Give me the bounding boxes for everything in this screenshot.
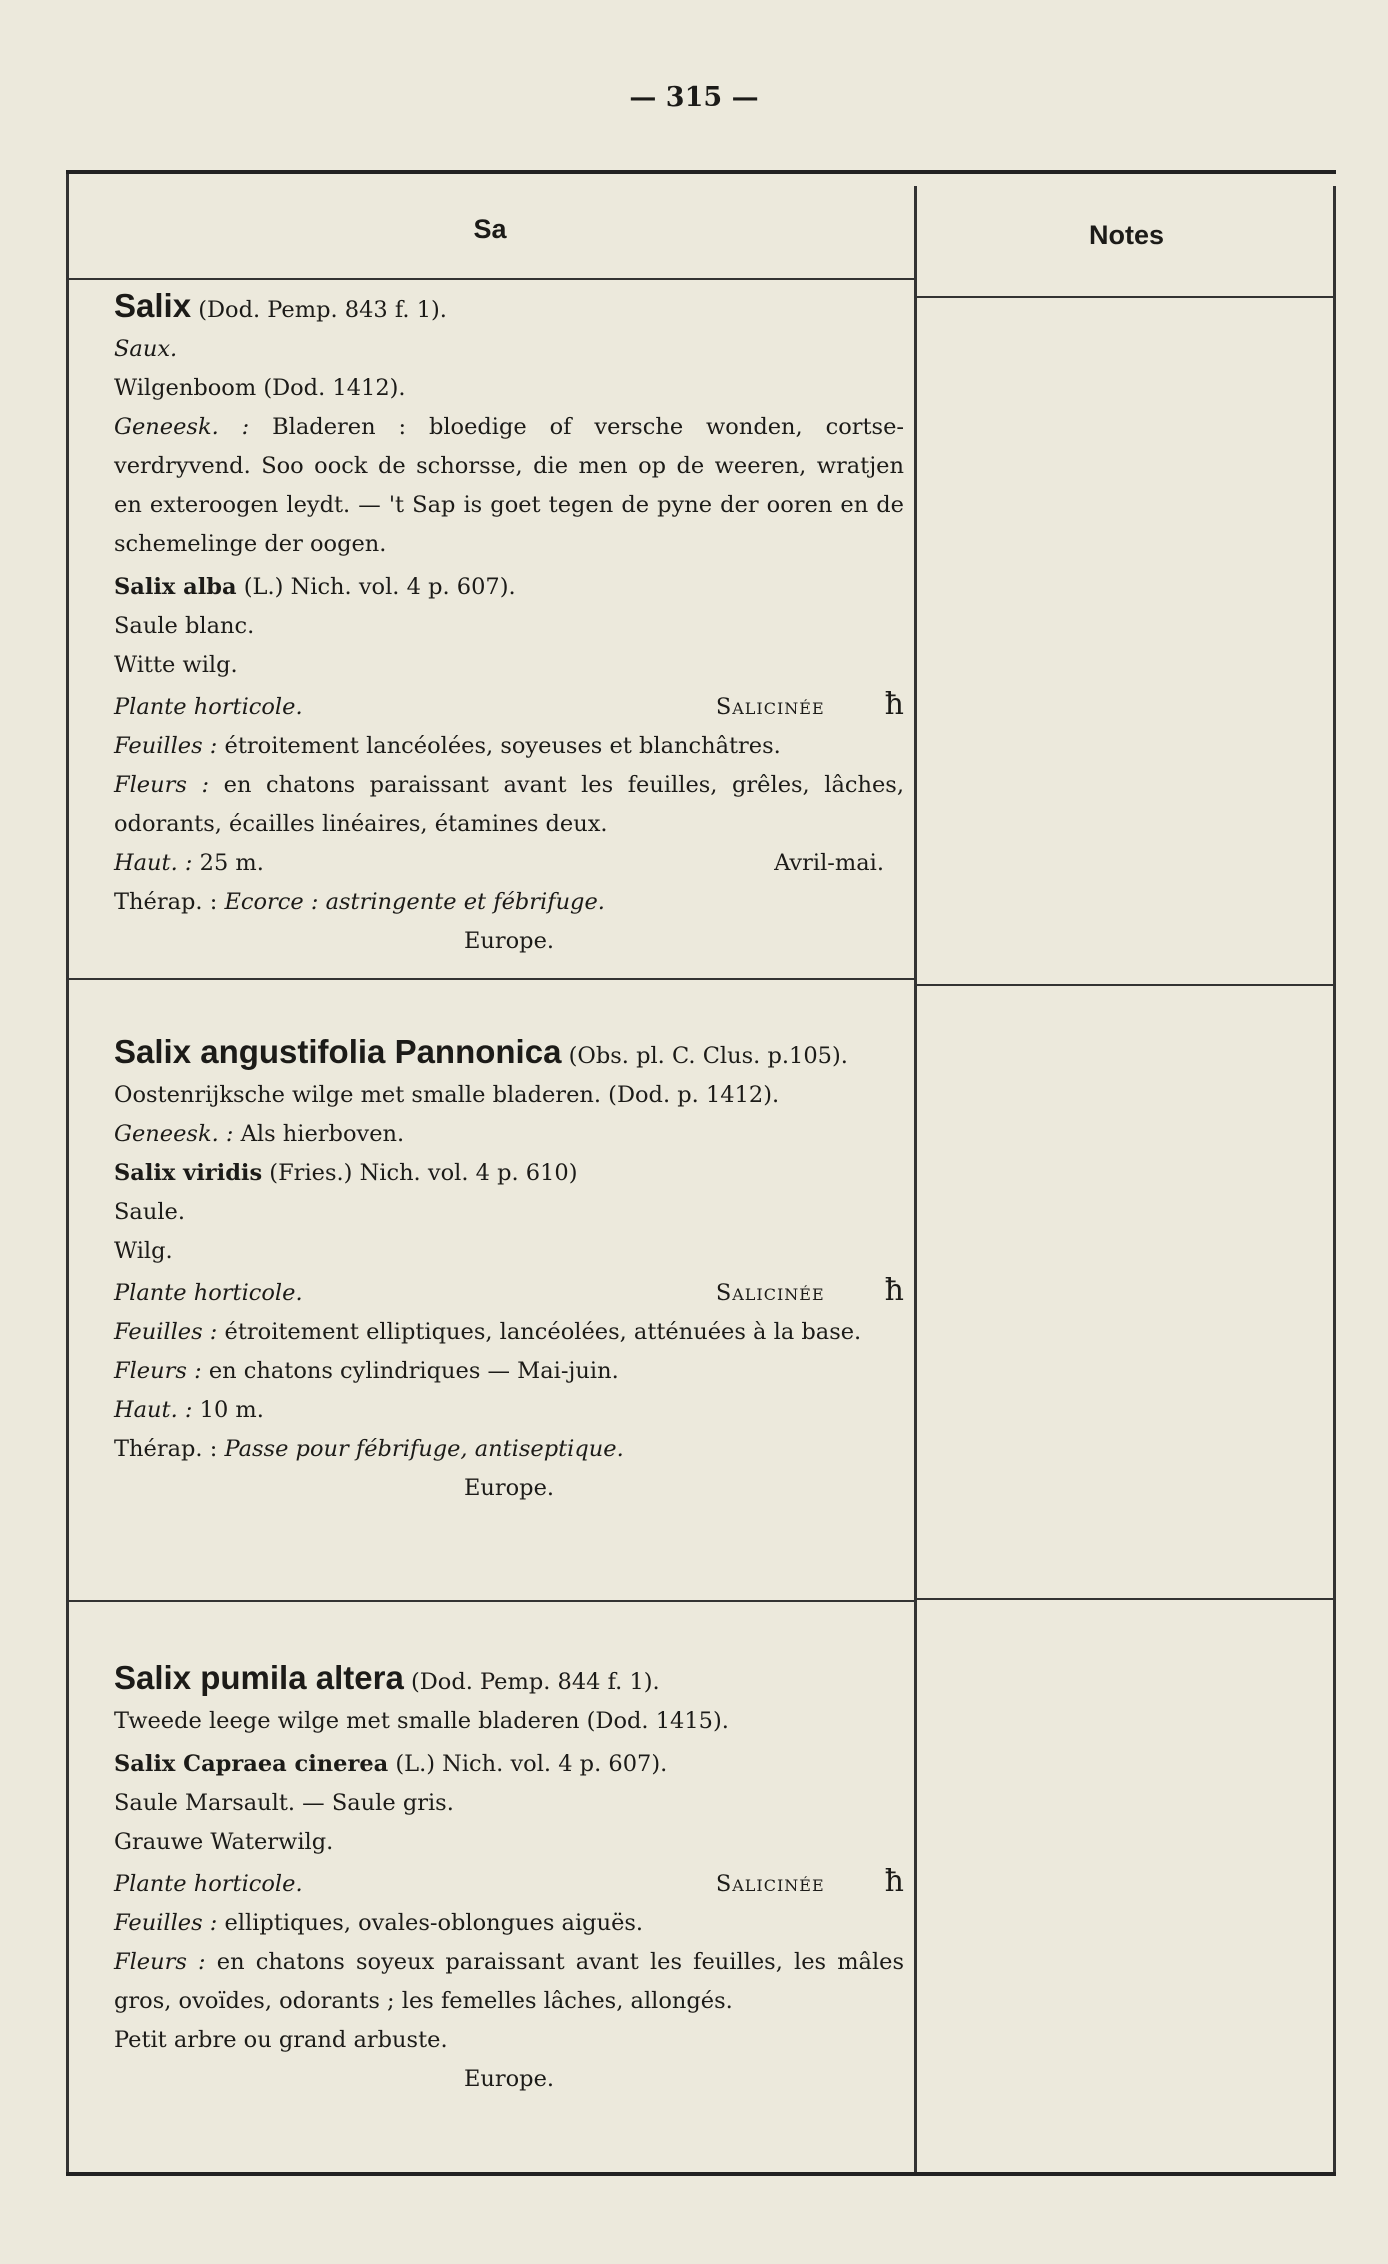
geneesk-label: Geneesk. :	[114, 1121, 234, 1147]
column-header-notes: Notes	[1088, 220, 1164, 250]
entry-divider-1-right	[917, 984, 1336, 986]
dutch-common-name: Grauwe Waterwilg.	[114, 1829, 334, 1855]
french-name: Saule.	[114, 1199, 185, 1225]
region: Europe.	[463, 928, 555, 954]
entry-salix-angustifolia	[114, 1032, 904, 1508]
column-divider	[914, 186, 917, 2172]
feuilles-text: étroitement lancéolées, soyeuses et blanchâtres.	[224, 733, 781, 759]
haut-row	[114, 844, 904, 883]
table-frame	[66, 170, 1336, 2176]
column-header-sa: Sa	[473, 214, 507, 244]
family-group	[716, 685, 904, 727]
fleurs	[114, 1943, 904, 2021]
geneesk-label: Geneesk. :	[114, 414, 250, 440]
feuilles	[114, 727, 904, 766]
synonym-ref: (Fries.) Nich. vol. 4 p. 610)	[269, 1160, 578, 1186]
family-group	[716, 1271, 904, 1313]
french-name: Saule Marsault. — Saule gris.	[114, 1790, 454, 1816]
entry-title	[114, 1658, 904, 1702]
plante-row	[114, 1271, 904, 1313]
plante-row	[114, 685, 904, 727]
entry-salix-pumila	[114, 1658, 904, 2099]
habit: Petit arbre ou grand arbuste.	[114, 2027, 448, 2053]
therapeutic-use	[114, 1430, 904, 1469]
haut-label: Haut. :	[114, 1397, 193, 1423]
entry-divider-2-left	[66, 1600, 914, 1602]
table-border-right	[1333, 186, 1336, 2172]
flowering-period: Avril-mai.	[774, 850, 884, 876]
fleurs	[114, 1352, 904, 1391]
latin-name: Saux.	[114, 336, 178, 362]
shrub-symbol-icon: ħ	[884, 687, 904, 722]
fleurs-text: en chatons paraissant avant les feuilles, grêles, lâches, odorants, écailles linéaires, étamines deux.	[114, 772, 904, 837]
plante-type: Plante horticole.	[114, 694, 303, 720]
haut-value: 10 m.	[199, 1397, 264, 1423]
feuilles-text: elliptiques, ovales-oblongues aiguës.	[224, 1910, 644, 1936]
reference: (Obs. pl. C. Clus. p.105).	[568, 1043, 848, 1069]
fleurs-label: Fleurs :	[114, 772, 210, 798]
synonym-name: Salix Capraea cinerea	[114, 1751, 389, 1777]
reference: (Dod. Pemp. 843 f. 1).	[198, 297, 447, 323]
entry-divider-1-left	[66, 978, 914, 980]
feuilles-label: Feuilles :	[114, 1319, 218, 1345]
plante-row	[114, 1862, 904, 1904]
therap-text: Passe pour fébrifuge, antiseptique.	[224, 1436, 624, 1462]
geneesk-text: Bladeren : bloedige of versche wonden, cortse-verdryvend. Soo oock de schorsse, die men op de weeren, wratjen en exteroogen leydt. — 't Sap is goet tegen de pyne der ooren en de schemelinge der oogen.	[114, 414, 905, 557]
family-name: Salicinée	[715, 1871, 825, 1897]
haut-label: Haut. :	[114, 850, 193, 876]
entry-title	[114, 1032, 904, 1076]
synonym	[114, 1154, 904, 1193]
region: Europe.	[463, 1475, 555, 1501]
haut-value: 25 m.	[199, 850, 264, 876]
synonym-name: Salix viridis	[114, 1160, 263, 1186]
dutch-common-name: Wilg.	[114, 1238, 173, 1264]
synonym-name: Salix alba	[114, 574, 237, 600]
feuilles-text: étroitement elliptiques, lancéolées, atténuées à la base.	[224, 1319, 862, 1345]
table-border-left	[66, 174, 69, 2172]
therap-text: Ecorce : astringente et fébrifuge.	[224, 889, 605, 915]
dutch-name: Oostenrijksche wilge met smalle bladeren. (Dod. p. 1412).	[114, 1082, 780, 1108]
synonym-ref: (L.) Nich. vol. 4 p. 607).	[243, 574, 516, 600]
plante-type: Plante horticole.	[114, 1280, 303, 1306]
therap-label: Thérap. :	[114, 1436, 218, 1462]
synonym	[114, 568, 904, 607]
fleurs-text: en chatons soyeux paraissant avant les feuilles, les mâles gros, ovoïdes, odorants ; les femelles lâches, allongés.	[114, 1949, 905, 2014]
entry-divider-2-right	[917, 1598, 1336, 1600]
fleurs	[114, 766, 904, 844]
shrub-symbol-icon: ħ	[884, 1864, 904, 1899]
feuilles	[114, 1904, 904, 1943]
fleurs-label: Fleurs :	[114, 1358, 202, 1384]
genus-name: Salix	[114, 287, 192, 324]
feuilles-label: Feuilles :	[114, 1910, 218, 1936]
therapeutic-use	[114, 883, 904, 922]
dutch-name: Tweede leege wilge met smalle bladeren (Dod. 1415).	[114, 1708, 729, 1734]
haut	[114, 844, 264, 883]
synonym	[114, 1745, 904, 1784]
synonym-ref: (L.) Nich. vol. 4 p. 607).	[395, 1751, 668, 1777]
dutch-name: Wilgenboom (Dod. 1412).	[114, 375, 406, 401]
family-group	[716, 1862, 904, 1904]
family-name: Salicinée	[715, 694, 825, 720]
haut	[114, 1391, 904, 1430]
geneesk-text: Als hierboven.	[240, 1121, 405, 1147]
page-number: — 315 —	[629, 82, 759, 113]
feuilles	[114, 1313, 904, 1352]
region: Europe.	[463, 2066, 555, 2092]
medicinal-use	[114, 1115, 904, 1154]
entry-salix	[114, 286, 904, 961]
fleurs-label: Fleurs :	[114, 1949, 206, 1975]
plante-type: Plante horticole.	[114, 1871, 303, 1897]
therap-label: Thérap. :	[114, 889, 218, 915]
fleurs-text: en chatons cylindriques — Mai-juin.	[208, 1358, 619, 1384]
header-divider-left	[66, 278, 914, 280]
medicinal-use	[114, 408, 904, 564]
feuilles-label: Feuilles :	[114, 733, 218, 759]
entry-title	[114, 286, 904, 330]
reference: (Dod. Pemp. 844 f. 1).	[410, 1669, 660, 1695]
header-divider-right	[917, 296, 1336, 298]
family-name: Salicinée	[715, 1280, 825, 1306]
dutch-common-name: Witte wilg.	[114, 652, 238, 678]
french-name: Saule blanc.	[114, 613, 255, 639]
genus-name: Salix angustifolia Pannonica	[114, 1033, 562, 1070]
genus-name: Salix pumila altera	[114, 1659, 404, 1696]
shrub-symbol-icon: ħ	[884, 1273, 904, 1308]
